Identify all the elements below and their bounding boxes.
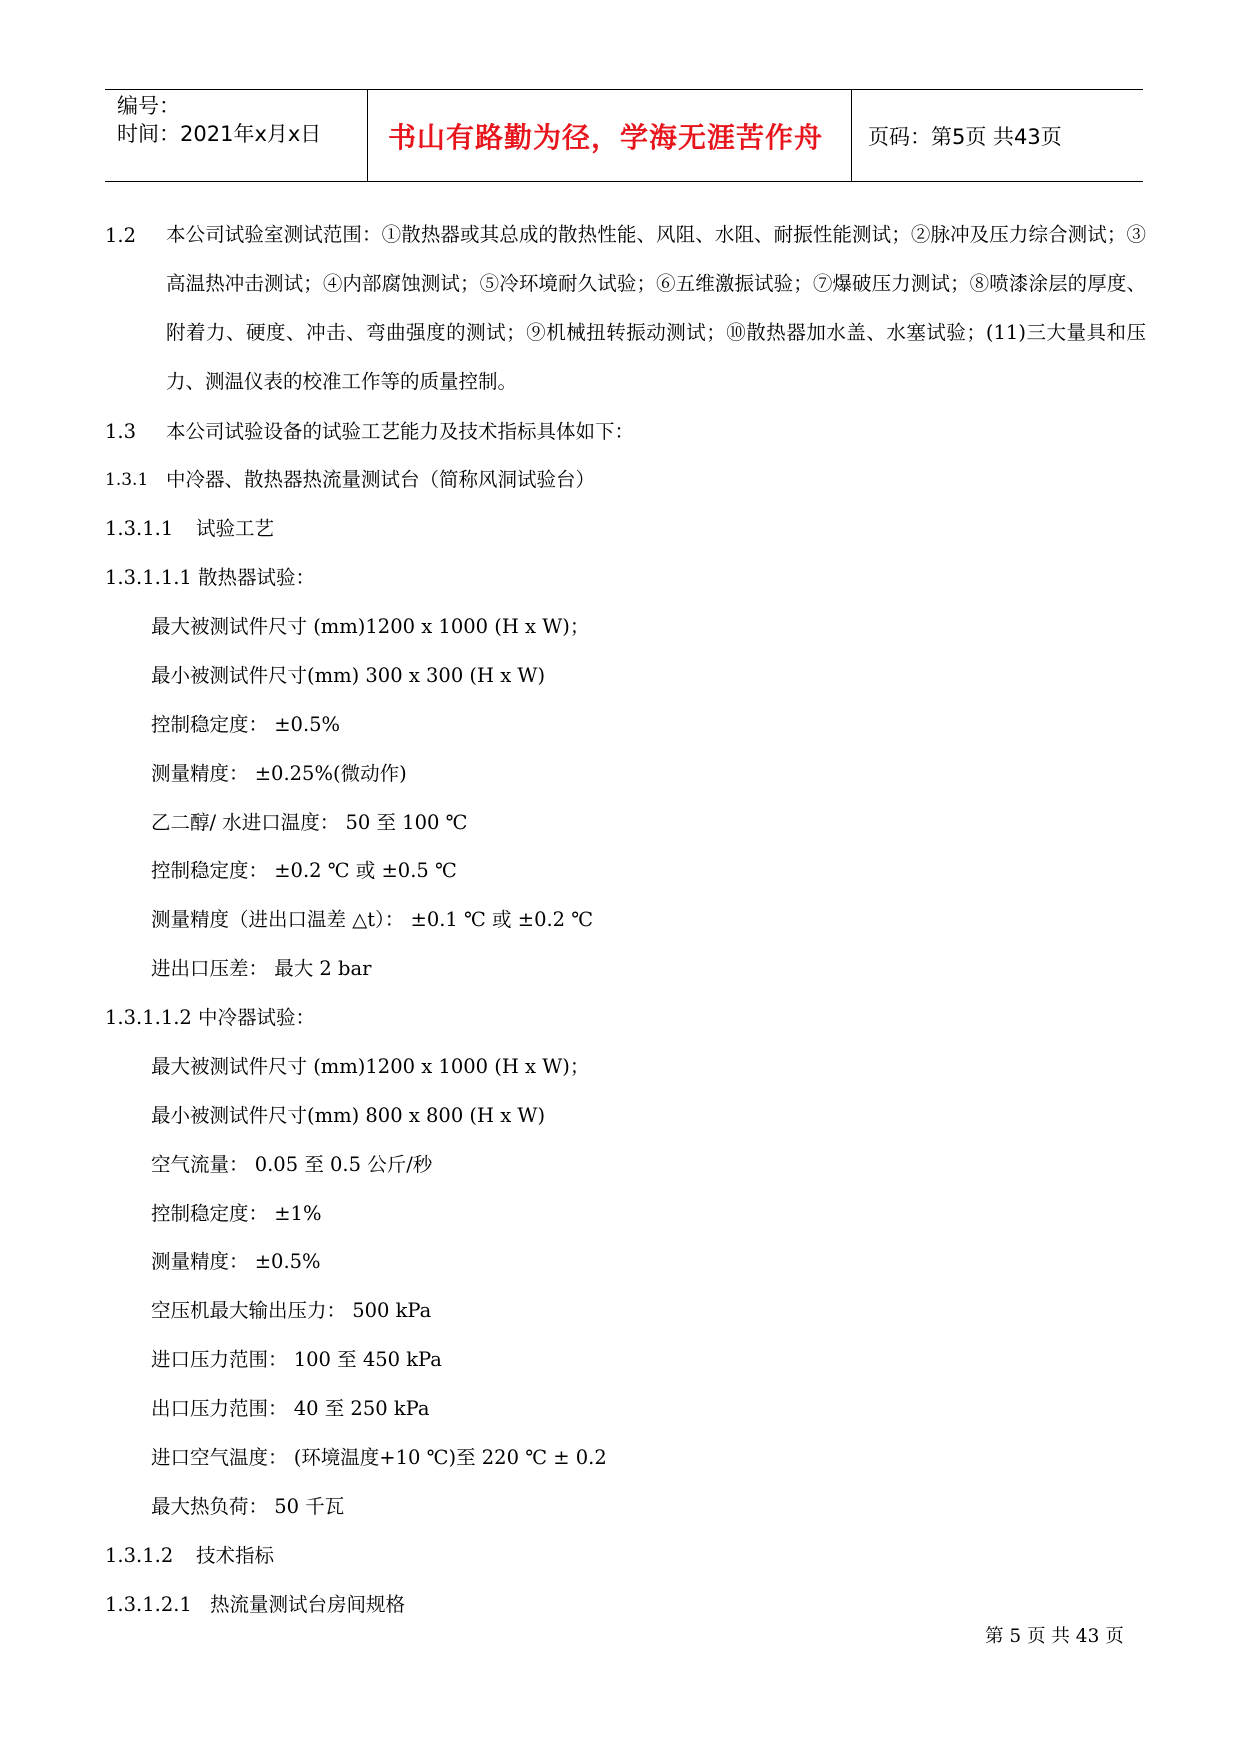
section-1-3-1-2-1-text: 热流量测试台房间规格 xyxy=(210,1593,406,1616)
section-1-3-1-text: 中冷器、散热器热流量测试台（简称风洞试验台） xyxy=(166,468,596,491)
spec-item: 最小被测试件尺寸(mm) 300 x 300 (H x W) xyxy=(151,664,546,687)
section-number: 1.3.1.2 xyxy=(105,1544,174,1567)
section-1-2-text: 本公司试验室测试范围：①散热器或其总成的散热性能、风阻、水阻、耐振性能测试；②脉冲及压力综合测试；③高温热冲击测试；④内部腐蚀测试；⑤冷环境耐久试验；⑥五维激振试验；⑦爆破压力测试；⑧喷漆涂层的厚度、附着力、硬度、冲击、弯曲强度的测试；⑨机械扭转振动测试；⑩散热器加水盖、水塞试验；(11)三大量具和压力、测温仪表的校准工作等的质量控制。 xyxy=(166,223,1146,393)
spec-item: 最小被测试件尺寸(mm) 800 x 800 (H x W) xyxy=(151,1104,546,1127)
spec-item: 控制稳定度： ±0.5% xyxy=(151,713,341,736)
section-number: 1.3.1.2.1 xyxy=(105,1593,192,1616)
section-number: 1.3.1.1 xyxy=(105,517,174,540)
spec-item: 空气流量： 0.05 至 0.5 公斤/秒 xyxy=(151,1153,433,1176)
section-1-3-1-2-text: 技术指标 xyxy=(196,1544,275,1567)
page-header xyxy=(105,89,1143,182)
spec-item: 控制稳定度： ±0.2 ℃ 或 ±0.5 ℃ xyxy=(151,859,457,882)
section-number: 1.3 xyxy=(105,420,137,443)
spec-item: 最大热负荷： 50 千瓦 xyxy=(151,1495,345,1518)
spec-item: 测量精度： ±0.5% xyxy=(151,1250,321,1273)
spec-item: 测量精度（进出口温差 △t）： ±0.1 ℃ 或 ±0.2 ℃ xyxy=(151,908,594,931)
spec-item: 空压机最大输出压力： 500 kPa xyxy=(151,1299,432,1322)
section-1-3-text: 本公司试验设备的试验工艺能力及技术指标具体如下： xyxy=(166,420,635,443)
section-1-3-1-1-text: 试验工艺 xyxy=(196,517,275,540)
section-heading: 1.3.1.1.2 中冷器试验： xyxy=(105,1006,316,1029)
header-meta xyxy=(117,92,321,148)
section-number: 1.3.1 xyxy=(105,470,149,490)
spec-item: 测量精度： ±0.25%(微动作) xyxy=(151,762,407,785)
spec-item: 最大被测试件尺寸 (mm)1200 x 1000 (H x W)； xyxy=(151,1055,590,1078)
spec-item: 控制稳定度： ±1% xyxy=(151,1202,322,1225)
spec-item: 进口空气温度： (环境温度+10 ℃)至 220 ℃ ± 0.2 xyxy=(151,1446,607,1469)
header-divider xyxy=(851,90,852,181)
spec-item: 乙二醇/ 水进口温度： 50 至 100 ℃ xyxy=(151,811,468,834)
spec-item: 进口压力范围： 100 至 450 kPa xyxy=(151,1348,442,1371)
page-footer: 第 5 页 共 43 页 xyxy=(985,1626,1124,1647)
header-page-info: 页码：第5页 共43页 xyxy=(868,124,1062,149)
time-line: 时间：2021年x月x日 xyxy=(117,122,322,146)
spec-item: 出口压力范围： 40 至 250 kPa xyxy=(151,1397,430,1420)
spec-item: 最大被测试件尺寸 (mm)1200 x 1000 (H x W)； xyxy=(151,615,590,638)
spec-item: 进出口压差： 最大 2 bar xyxy=(151,957,372,980)
serial-label: 编号： xyxy=(117,94,180,118)
section-heading: 1.3.1.1.1 散热器试验： xyxy=(105,566,316,589)
section-number: 1.2 xyxy=(105,224,137,247)
header-motto: 书山有路勤为径，学海无涯苦作舟 xyxy=(387,120,823,154)
